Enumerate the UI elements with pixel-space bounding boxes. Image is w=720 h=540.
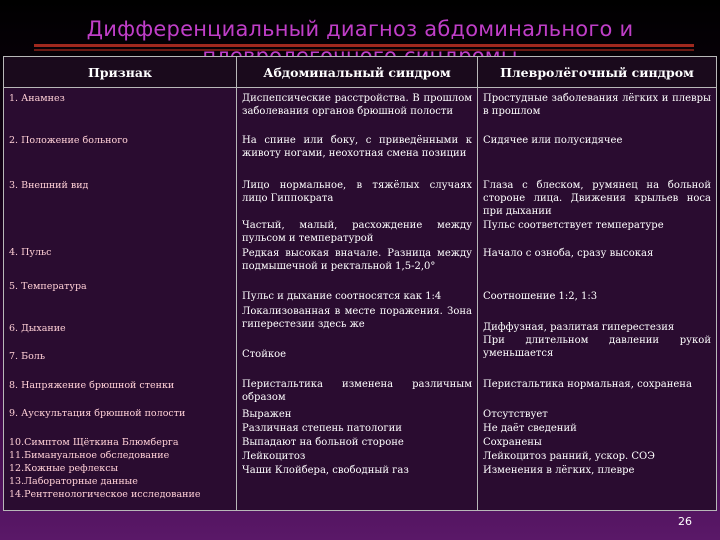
sign-item: 8. Напряжение брюшной стенки	[9, 380, 175, 391]
pleuropulmonary-item: Сидячее или полусидячее	[483, 135, 623, 146]
abdominal-item: Стойкое	[242, 349, 287, 360]
abdominal-item: Лейкоцитоз	[242, 451, 306, 462]
sign-column	[4, 88, 237, 511]
pleuropulmonary-item: При длительном давлении рукой уменьшается	[483, 335, 711, 359]
pleuropulmonary-item: Изменения в лёгких, плевре	[483, 465, 635, 476]
sign-item: 13.Лабораторные данные	[9, 476, 138, 487]
sign-item: 5. Температура	[9, 281, 87, 292]
pleuropulmonary-item: Простудные заболевания лёгких и плевры в прошлом	[483, 93, 711, 117]
pleuropulmonary-item: Перистальтика нормальная, сохранена	[483, 379, 692, 390]
pleuropulmonary-item: Диффузная, разлитая гиперестезия	[483, 322, 675, 333]
sign-item: 6. Дыхание	[9, 323, 66, 334]
abdominal-item: Чаши Клойбера, свободный газ	[242, 465, 409, 476]
sign-item: 7. Боль	[9, 351, 45, 362]
differential-diagnosis-table	[3, 56, 717, 511]
sign-item: 4. Пульс	[9, 247, 52, 258]
abdominal-item: Выпадают на больной стороне	[242, 437, 404, 448]
pleuropulmonary-item: Соотношение 1:2, 1:3	[483, 291, 598, 302]
sign-item: 2. Положение больного	[9, 135, 128, 146]
abdominal-item: Лицо нормальное, в тяжёлых случаях лицо Гиппократа	[242, 180, 472, 204]
header-pleuropulmonary: Плевролёгочный синдром	[478, 57, 717, 88]
abdominal-item: Частый, малый, расхождение между пульсом и температурой	[242, 220, 472, 244]
abdominal-item: Перистальтика изменена различным образом	[242, 379, 472, 403]
abdominal-item: Пульс и дыхание соотносятся как 1:4	[242, 291, 442, 302]
sign-item: 12.Кожные рефлексы	[9, 463, 119, 474]
abdominal-item: Диспепсические расстройства. В прошлом заболевания органов брюшной полости	[242, 93, 472, 117]
pleuropulmonary-item: Не даёт сведений	[483, 423, 577, 434]
pleuropulmonary-item: Лейкоцитоз ранний, ускор. СОЭ	[483, 451, 655, 462]
sign-item: 1. Анамнез	[9, 93, 65, 104]
pleuropulmonary-item: Отсутствует	[483, 409, 548, 420]
header-sign: Признак	[4, 57, 237, 88]
abdominal-item: Различная степень патологии	[242, 423, 402, 434]
sign-item: 11.Бимануальное обследование	[9, 450, 170, 461]
page-number: 26	[678, 515, 692, 528]
header-abdominal: Абдоминальный синдром	[237, 57, 478, 88]
title-underline-thin	[34, 49, 694, 51]
abdominal-item: Редкая высокая вначале. Разница между подмышечной и ректальной 1,5-2,0°	[242, 248, 472, 272]
title-underline	[34, 44, 694, 47]
abdominal-item: Выражен	[242, 409, 292, 420]
abdominal-item: Локализованная в месте поражения. Зона гиперестезии здесь же	[242, 306, 472, 330]
pleuropulmonary-item: Глаза с блеском, румянец на больной стороне лица. Движения крыльев носа при дыхании	[483, 180, 711, 217]
sign-item: 14.Рентгенологическое исследование	[9, 489, 201, 500]
abdominal-column	[237, 88, 478, 511]
pleuropulmonary-item: Начало с озноба, сразу высокая	[483, 248, 654, 259]
table-body-row	[4, 88, 717, 511]
table-header-row	[4, 57, 717, 88]
sign-item: 9. Аускультация брюшной полости	[9, 408, 186, 419]
abdominal-item: На спине или боку, с приведёнными к животу ногами, неохотная смена позиции	[242, 135, 472, 159]
slide-title: Дифференциальный диагноз абдоминального и	[86, 17, 634, 41]
sign-item: 10.Симптом Щёткина Блюмберга	[9, 437, 179, 448]
pleuropulmonary-item: Сохранены	[483, 437, 542, 448]
sign-item: 3. Внешний вид	[9, 180, 89, 191]
pleuropulmonary-column	[478, 88, 717, 511]
pleuropulmonary-item: Пульс соответствует температуре	[483, 220, 664, 231]
